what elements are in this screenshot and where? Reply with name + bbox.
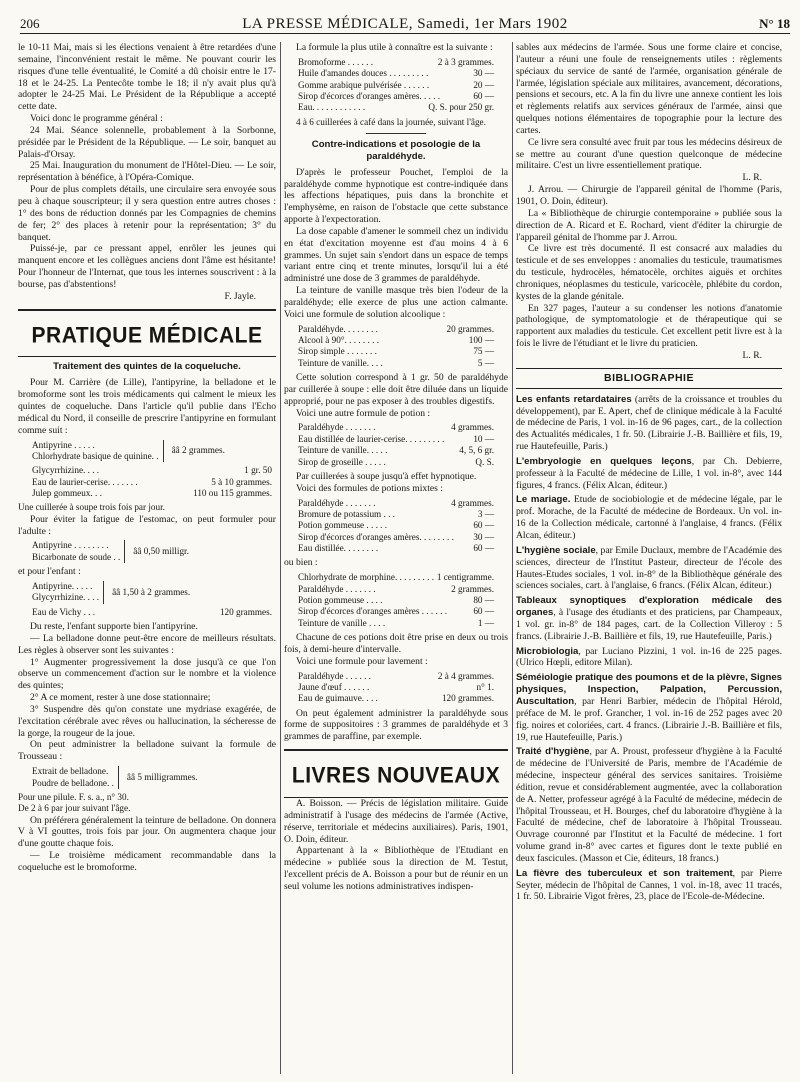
rx-note: De 2 à 6 par jour suivant l'âge.	[18, 803, 131, 814]
prescription	[298, 324, 508, 369]
paragraph: le 10-11 Mai, mais si les élections venaient à être retardées d'une semaine, l'inconvénient restait le même. Ne pouvant courir les risques d'une telle éventualité, le Comité a dû choisir entre le 17-18 et le 24-25. La Pentecôte tombe le 18; il n'y avait plus qu'à adopter le 24-25 Mai. Le Président de la République a accepté cette date.	[18, 42, 276, 113]
bibliography-entry	[516, 595, 782, 642]
paragraph: La « Bibliothèque de chirurgie contemporaine » publiée sous la direction de A. Ricard et E. Rochard, vient d'éditer la chirurgie de l'appareil génital de l'homme par J. Arrou.	[516, 207, 782, 243]
rx-row: Eau distillée. . . . . . . . 60 —	[298, 543, 494, 554]
paragraph: sables aux médecins de l'armée. Sous une forme claire et concise, l'auteur a réuni une foule de renseignements utiles : règlements spéciaux du service de santé de l'armée, organisation générale de l'armée, législation spéciale aux militaires, avancement, décorations, pensions et secours, etc. A la fin du livre une annexe contient les lois et règlements relatifs aux services généraux de l'armée, ainsi que quelques notions élémentaires de topographie pour la lecture des cartes.	[516, 42, 782, 136]
paragraph: 2° A ce moment, rester à une dose stationnaire;	[30, 692, 211, 704]
paragraph: Voici des formules de potions mixtes :	[296, 482, 443, 494]
bibliography-list	[516, 394, 782, 904]
page-header	[20, 14, 790, 34]
entry-title: L'embryologie en quelques leçons	[516, 455, 692, 467]
paragraph: D'après le professeur Pouchet, l'emploi de la paraldéhyde comme hypnotique est contre-indiquée dans les affections hépatiques, puis dans la bronchite et l'emphysème, en raison de l'obstacle que cette substance apporte à l'expectoration.	[284, 166, 508, 226]
rx-row: Huile d'amandes douces . . . . . . . . . 30 —	[298, 68, 494, 79]
rx-row: Julep gommeux. . . 110 ou 115 grammes.	[32, 487, 272, 498]
rx-row: Paraldéhyde. . . . . . . . 20 grammes.	[298, 323, 494, 334]
rx-row: Bromure de potassium . . . 3 —	[298, 508, 494, 519]
paragraph: Voici donc le programme général :	[30, 113, 163, 125]
entry-details: , par Ch. Debierre, professeur à la Faculté de médecine de Lille, 1 vol. in-8°, avec 144 figures, 4 francs. (Félix Alcan, éditeur.)	[516, 455, 782, 491]
rx-row: Paraldéhyde . . . . . . . 4 grammes.	[298, 422, 494, 433]
bibliography-entry	[516, 672, 782, 743]
prescription	[298, 422, 508, 467]
separator	[366, 133, 426, 134]
entry-details: , par Pierre Seyter, médecin de l'hôpital de Cannes, 1 vol. in-18, avec 11 tracés, 1 fr. 50. Librairie Vigot frères, 23, place de l'Ecole-de-Médecine.	[516, 867, 782, 903]
bibliography-entry	[516, 545, 782, 592]
prescription	[298, 498, 508, 555]
rx-row: Paraldéhyde . . . . . . . 4 grammes.	[298, 497, 494, 508]
paragraph: La dose capable d'amener le sommeil chez un individu en état d'excitation moyenne est d'au moins 4 à 6 grammes. Un sujet sain s'endort dans un espace de temps variant entre cinq et trente minutes, lorsqu'il lui a été administré une dose de 3 grammes de paraldéhyde.	[284, 225, 508, 285]
paragraph: Ce livre sera consulté avec fruit par tous les médecins désireux de se mettre au courant d'une question quelconque de médecine militaire. C'est un livre essentiellement pratique.	[516, 136, 782, 172]
paragraph: Voici une autre formule de potion :	[296, 407, 431, 419]
prescription	[298, 671, 508, 705]
entry-title: Microbiologia	[516, 645, 579, 657]
bibliography-entry	[516, 646, 782, 670]
rx-row: Sirop d'écorces d'oranges amères. . . . . . . . 30 —	[298, 531, 494, 542]
rx-row: Chlorhydrate de morphine. . . . . . . . . 1 centigramme.	[298, 572, 494, 583]
paragraph: On préférera généralement la teinture de belladone. On donnera V à VI gouttes, trois fois par jour. On augmentera chaque jour d'une goutte chaque fois.	[18, 814, 276, 850]
paragraph: 3° Suspendre dès qu'on constate une mydriase exagérée, de l'excitation cérébrale avec rêves ou hallucination, la sécheresse de la gorge, la rougeur de la joue.	[18, 703, 276, 739]
paragraph: Ce livre est très documenté. Il est consacré aux maladies du testicule et de ses enveloppes : anomalies du testicule, traumatismes du testicule, hydrocèles, hématocèle, orchites aiguës et orchites chroniques, néoplasmes du testicule, varicocèle, phlébite du cordon, kystes de la glande génitale.	[516, 243, 782, 302]
paragraph: Pour M. Carrière (de Lille), l'antipyrine, la belladone et le bromoforme sont les trois médicaments qui calment le mieux les quintes de coqueluche. Dans l'article qu'il publie dans l'Echo médical du Nord, il conseille de prescrire l'antipyrine en formulant comme suit :	[18, 377, 276, 436]
bibliography-entry	[516, 868, 782, 904]
paragraph: 25 Mai. Inauguration du monument de l'Hôtel-Dieu. — Le soir, représentation à bénéfice, à l'Opéra-Comique.	[18, 160, 276, 184]
prescription	[18, 440, 276, 514]
issue-number: N° 18	[759, 16, 790, 31]
rx-value: ââ 2 grammes.	[171, 445, 225, 456]
rx-line: Chlorhydrate basique de quinine. .	[32, 450, 159, 461]
entry-details: , par A. Proust, professeur d'hygiène à la Faculté de médecine de l'Université de Paris, membre de l'Académie de médecine, inspecteur général des services sanitaires. Troisième édition, revue et considérablement augmentée, avec la collaboration de A. Netter, professeur agrégé à la Faculté de médecine, médecin de l'hôpital Trousseau, et H. Bourges, chef du laboratoire d'hygiène à la Faculté de médecine, chef de laboratoire à l'hôpital Trousseau. Ouvrage couronné par l'Institut et la Faculté de médecine. 1 fort volume grand in-8° avec cartes et figures dont le texte publié en deux fascicules. (Masson et Cie, éditeurs, 18 francs.)	[516, 746, 782, 864]
rx-line: Extrait de belladone.	[32, 766, 109, 777]
column-divider	[280, 42, 281, 1074]
paragraph: Voici une formule pour lavement :	[296, 655, 428, 667]
rx-row: Paraldéhyde . . . . . . 2 à 4 grammes.	[298, 670, 494, 681]
section-header	[284, 749, 508, 798]
rx-line: Bicarbonate de soude . .	[32, 551, 121, 562]
entry-title: L'hygiène sociale	[516, 544, 596, 556]
entry-title: Tableaux synoptiques d'exploration médicale des organes	[516, 595, 782, 619]
paragraph: Du reste, l'enfant supporte bien l'antipyrine.	[30, 621, 198, 633]
paragraph: Pour de plus complets détails, une circulaire sera envoyée sous peu à chaque souscripteur; il y sera question entre autres choses : 1° des bons de réduction donnés par les Compagnies de chemins de fer; 2° des places à retenir pour la représentation; 3° du banquet.	[18, 184, 276, 243]
rx-row: Teinture de vanille. . . . 5 —	[298, 357, 494, 368]
rx-row: Sirop d'écorces d'oranges amères . . . . . . 60 —	[298, 606, 494, 617]
entry-details: , par Emile Duclaux, membre de l'Académie des sciences, directeur de l'Institut Pasteur, directeur de l'école des Hautes-Etudes sociales, 1 vol. in-8° de la Bibliothèque générale des sciences sociales, cart. à l'anglaise, 6 francs. (Félix Alcan, éditeur.)	[516, 544, 782, 592]
rx-value: ââ 1,50 à 2 grammes.	[112, 586, 191, 597]
rx-row: Eau de laurier-cerise. . . . . . . 5 à 10 grammes.	[32, 476, 272, 487]
signature: L. R.	[742, 349, 762, 361]
column-3	[516, 42, 782, 1074]
rx-row: Jaune d'œuf . . . . . . n° 1.	[298, 681, 494, 692]
column-divider	[512, 42, 513, 1074]
paragraph: La formule la plus utile à connaître est la suivante :	[296, 42, 493, 53]
rx-row: Bromoforme . . . . . . 2 à 3 grammes.	[298, 56, 494, 67]
rx-row: Eau de guimauve. . . . 120 grammes.	[298, 693, 494, 704]
paragraph: Pour éviter la fatigue de l'estomac, on peut formuler pour l'adulte :	[18, 513, 276, 537]
bibliography-entry	[516, 746, 782, 864]
section-title: LIVRES NOUVEAUX	[291, 763, 501, 788]
paragraph: On peut également administrer la paraldéhyde sous forme de suppositoires : 3 grammes de paraldéhyde et 3 grammes de paraffine, par exemple.	[284, 707, 508, 743]
paragraph: Puissé-je, par ce pressant appel, enrôler les jeunes qui manquent encore et les collègues anciens dont l'âme est hésitante! Pour l'honneur de l'Internat, que tous les internes souscrivent : à la bourse, pas d'abstentions!	[18, 243, 276, 290]
article-heading: Traitement des quintes de la coqueluche.	[53, 361, 241, 373]
article-heading: Contre-indications et posologie de la paraldéhyde.	[311, 139, 481, 162]
section-title: PRATIQUE MÉDICALE	[31, 322, 263, 348]
paragraph: Cette solution correspond à 1 gr. 50 de paraldéhyde par cuillerée à soupe : elle doit être diluée dans un liquide approprié, pour ne pas exposer à des troubles digestifs.	[284, 372, 508, 407]
entry-details: , à l'usage des étudiants et des praticiens, par Champeaux, 1 vol. gr. in-8° de 184 pages, cart. de la Collection Villeroy : 5 francs. (Librairie J.-B. Baillière et fils, 19, rue Hautefeuille, Paris.)	[516, 607, 782, 642]
entry-title: Les enfants retardataires	[516, 393, 632, 405]
rx-row: Paraldéhyde . . . . . . . 2 grammes.	[298, 583, 494, 594]
entry-title: Séméiologie pratique des poumons et de la plèvre, Signes physiques, Inspection, Palpation, Percussion, Auscultation	[516, 672, 782, 707]
rx-note: 4 à 6 cuillerées à café dans la journée, suivant l'âge.	[296, 116, 486, 127]
entry-title: La fièvre des tuberculeux et son traitement	[516, 867, 733, 879]
entry-title: Traité d'hygiène	[516, 746, 590, 758]
rx-row: Eau de Vichy . . . 120 grammes.	[32, 606, 272, 617]
rx-row: Eau distillée de laurier-cerise. . . . . . . . . 10 —	[298, 433, 494, 444]
paragraph: Chacune de ces potions doit être prise en deux ou trois fois, à demi-heure d'intervalle.	[284, 632, 508, 655]
prescription	[298, 572, 508, 629]
rx-row: Alcool à 90°. . . . . . . . 100 —	[298, 335, 494, 346]
rx-note: Pour une pilule. F. s. a., n° 30.	[18, 791, 129, 802]
rx-row: Sirop d'écorces d'oranges amères. . . . . 60 —	[298, 90, 494, 101]
entry-details: Etude de sociobiologie et de médecine légale, par le prof. Morache, de la Faculté de médecine de Bordeaux. Un vol. in-16 de la Collection médicale, cartonné à l'anglaise, 4 francs. (Félix Alcan, éditeur.)	[516, 494, 782, 542]
prescription	[298, 57, 508, 114]
bibliography-entry	[516, 394, 782, 453]
paragraph: 1° Augmenter progressivement la dose jusqu'à ce que l'on observe un commencement d'action sur le nombre et la violence des quintes;	[18, 656, 276, 692]
paragraph: On peut administrer la belladone suivant la formule de Trousseau :	[18, 739, 276, 763]
signature: L. R.	[742, 172, 762, 184]
column-2	[284, 42, 508, 1074]
bibliography-entry	[516, 456, 782, 492]
paragraph: ou bien :	[284, 557, 318, 569]
paragraph: — La belladone donne peut-être encore de meilleurs résultats. Les règles à observer sont les suivantes :	[18, 632, 276, 656]
rx-row: Sirop de groseille . . . . . Q. S.	[298, 456, 494, 467]
page-number: 206	[20, 16, 40, 31]
prescription	[32, 540, 276, 563]
paragraph: A. Boisson. — Précis de législation militaire. Guide administratif à l'usage des médecins de l'armée (Active, réserve, territoriale et médecins auxiliaires). Paris, 1901, O. Doin, éditeur.	[284, 798, 508, 845]
rx-row: Eau. . . . . . . . . . . . Q. S. pour 250 gr.	[298, 102, 494, 113]
rx-line: Antipyrine . . . . .	[32, 439, 95, 450]
rx-line: Antipyrine . . . . . . . .	[32, 540, 109, 551]
section-header	[18, 309, 276, 358]
paragraph: Par cuillerées à soupe jusqu'à effet hypnotique.	[296, 470, 477, 482]
paragraph: En 327 pages, l'auteur a su condenser les notions d'anatomie pathologique, de symptomatologie et de thérapeutique qui se rapportent aux maladies du testicule. Cet excellent petit livre est à la fois le livre de l'étudiant et le livre du praticien.	[516, 302, 782, 350]
rx-value: ââ 5 milligrammes.	[126, 771, 198, 782]
paragraph: La teinture de vanille masque très bien l'odeur de la paraldéhyde; elle exerce de plus une action calmante. Voici une formule de solution alcoolique :	[284, 285, 508, 320]
paragraph: Appartenant à la « Bibliothèque de l'Etudiant en médecine » publiée sous la direction de M. Testut, l'excellent précis de A. Boisson a pour but de réunir en un seul volume les notions administratives indispen-	[284, 845, 508, 892]
column-1	[18, 42, 276, 1074]
rx-line: Antipyrine. . . . .	[32, 580, 93, 591]
rx-note: Une cuillerée à soupe trois fois par jour.	[18, 502, 165, 513]
rx-row: Teinture de vanille. . . . . 4, 5, 6 gr.	[298, 445, 494, 456]
rx-row: Glycyrrhizine. . . . 1 gr. 50	[32, 465, 272, 476]
entry-details: , par Henri Barbier, médecin de l'hôpital Hérold, préface de M. le prof. Grancher, 1 vol. in-16 de 252 pages avec 20 fig. noires et coloriées, cart. 4 francs. (Librairie J.-B. Baillière et fils, 19, rue Hautefeuille, Paris.)	[516, 695, 782, 743]
paragraph: 24 Mai. Séance solennelle, probablement à la Sorbonne, présidée par le Président de la République. — Le soir, banquet au Palais-d'Orsay.	[18, 124, 276, 160]
rx-line: Poudre de belladone. .	[32, 777, 114, 788]
paragraph: et pour l'enfant :	[18, 566, 81, 578]
signature: F. Jayle.	[224, 290, 256, 302]
rx-row: Gomme arabique pulvérisée . . . . . . 20 —	[298, 79, 494, 90]
rx-value: ââ 0,50 milligr.	[133, 546, 189, 557]
rx-line: Glycyrrhizine. . . .	[32, 592, 100, 603]
section-title: BIBLIOGRAPHIE	[516, 368, 782, 389]
prescription	[18, 581, 276, 618]
prescription	[18, 766, 276, 814]
bibliography-entry	[516, 494, 782, 541]
journal-title: LA PRESSE MÉDICALE, Samedi, 1er Mars 1902	[242, 16, 568, 32]
paragraph: J. Arrou. — Chirurgie de l'appareil génital de l'homme (Paris, 1901, O. Doin, éditeur).	[516, 184, 782, 207]
entry-details: , par Luciano Pizzini, 1 vol. in-16 de 225 pages. (Ulrico Hœpli, editore Milan).	[516, 645, 782, 669]
rx-row: Teinture de vanille . . . . 1 —	[298, 617, 494, 628]
entry-details: (arrêts de la croissance et troubles du développement), par E. Apert, chef de clinique médicale à la Faculté de médecine de Paris, 1 vol. in-16 de 96 pages, cart., de la collection des Actualités médicales, 1 fr. 50. (Librairie J.-B. Baillière et fils, 19, rue Hautefeuille, Paris.)	[516, 393, 782, 453]
rx-row: Potion gommeuse . . . . 80 —	[298, 594, 494, 605]
rx-row: Sirop simple . . . . . . . 75 —	[298, 346, 494, 357]
rx-row: Potion gommeuse . . . . . 60 —	[298, 520, 494, 531]
entry-title: Le mariage.	[516, 494, 571, 506]
paragraph: — Le troisième médicament recommandable dans la coqueluche est le bromoforme.	[18, 850, 276, 873]
